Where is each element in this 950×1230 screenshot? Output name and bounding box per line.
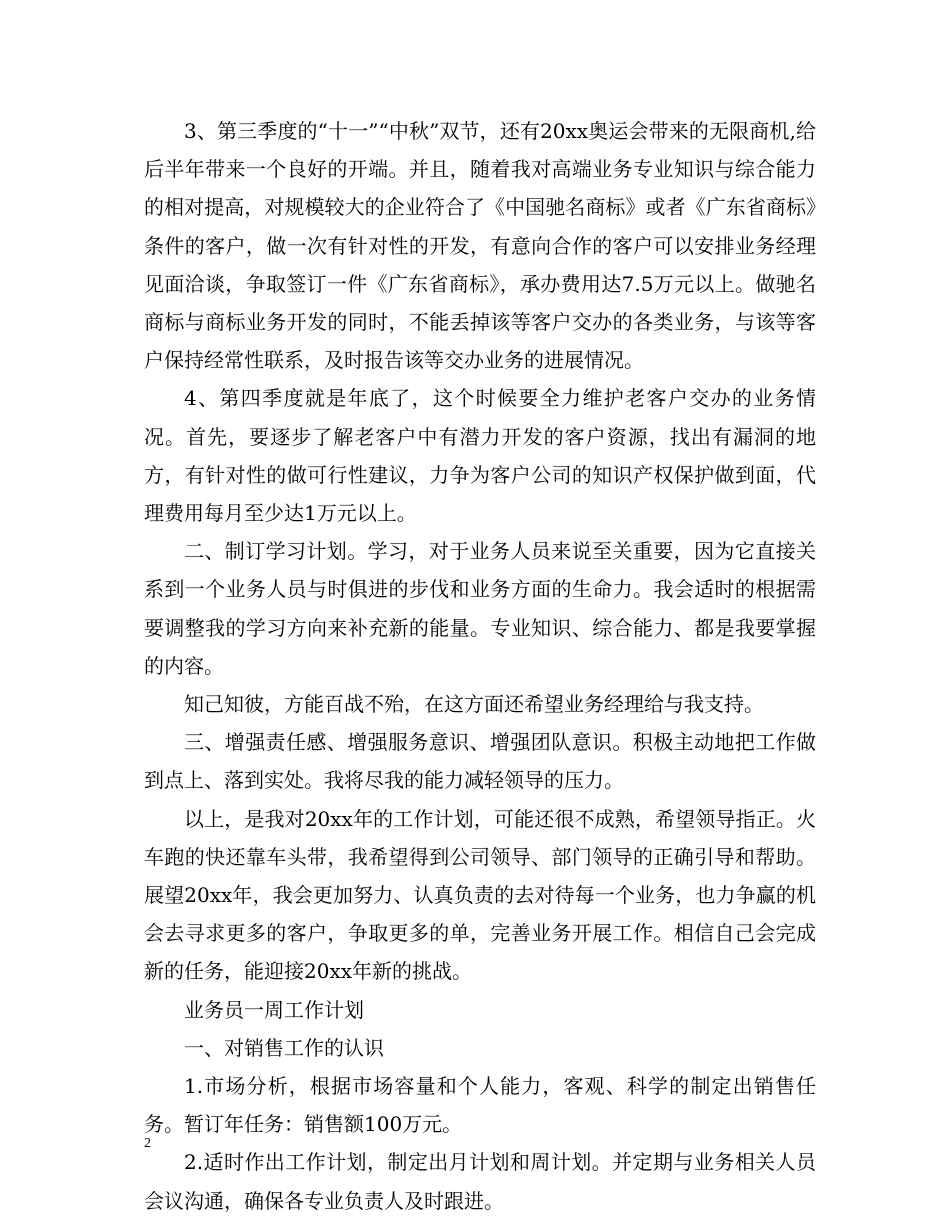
page-number: 2	[144, 1136, 151, 1151]
paragraph-q4-plan: 4、第四季度就是年底了，这个时候要全力维护老客户交办的业务情况。首先，要逐步了解老客户中有潜力开发的客户资源，找出有漏洞的地方，有针对性的做可行性建议，力争为客户公司的知识产权保护做到面，代理费用每月至少达1万元以上。	[144, 386, 816, 526]
subheading-sales-awareness: 一、对销售工作的认识	[184, 1035, 384, 1060]
paragraph-conclusion: 以上，是我对20xx年的工作计划，可能还很不成熟，希望领导指正。火车跑的快还靠车头带，我希望得到公司领导、部门领导的正确引导和帮助。展望20xx年，我会更加努力、认真负责的去对待每一个业务，也力争赢的机会去寻求更多的客户，争取更多的单，完善业务开展工作。相信自己会完成新的任务，能迎接20xx年新的挑战。	[144, 806, 816, 984]
paragraph-market-analysis: 1.市场分析，根据市场容量和个人能力，客观、科学的制定出销售任务。暂订年任务：销售额100万元。	[144, 1074, 816, 1137]
document-body	[144, 112, 816, 1220]
paragraph-study-plan: 二、制订学习计划。学习，对于业务人员来说至关重要，因为它直接关系到一个业务人员与时俱进的步伐和业务方面的生命力。我会适时的根据需要调整我的学习方向来补充新的能量。专业知识、综合能力、都是我要掌握的内容。	[144, 539, 816, 678]
paragraph-q3-plan: 3、第三季度的“十一”“中秋”双节，还有20xx奥运会带来的无限商机,给后半年带来一个良好的开端。并且，随着我对高端业务专业知识与综合能力的相对提高，对规模较大的企业符合了《中国驰名商标》或者《广东省商标》条件的客户，做一次有针对性的开发，有意向合作的客户可以安排业务经理见面洽谈，争取签订一件《广东省商标》，承办费用达7.5万元以上。做驰名商标与商标业务开发的同时，不能丢掉该等客户交办的各类业务，与该等客户保持经常性联系，及时报告该等交办业务的进展情况。	[144, 119, 816, 373]
paragraph-know-yourself: 知己知彼，方能百战不殆，在这方面还希望业务经理给与我支持。	[184, 692, 764, 717]
section-heading-weekly-plan: 业务员一周工作计划	[184, 997, 364, 1022]
paragraph-work-plan: 2.适时作出工作计划，制定出月计划和周计划。并定期与业务相关人员会议沟通，确保各专业负责人及时跟进。	[144, 1150, 816, 1213]
paragraph-responsibility: 三、增强责任感、增强服务意识、增强团队意识。积极主动地把工作做到点上、落到实处。我将尽我的能力减轻领导的压力。	[144, 730, 816, 793]
